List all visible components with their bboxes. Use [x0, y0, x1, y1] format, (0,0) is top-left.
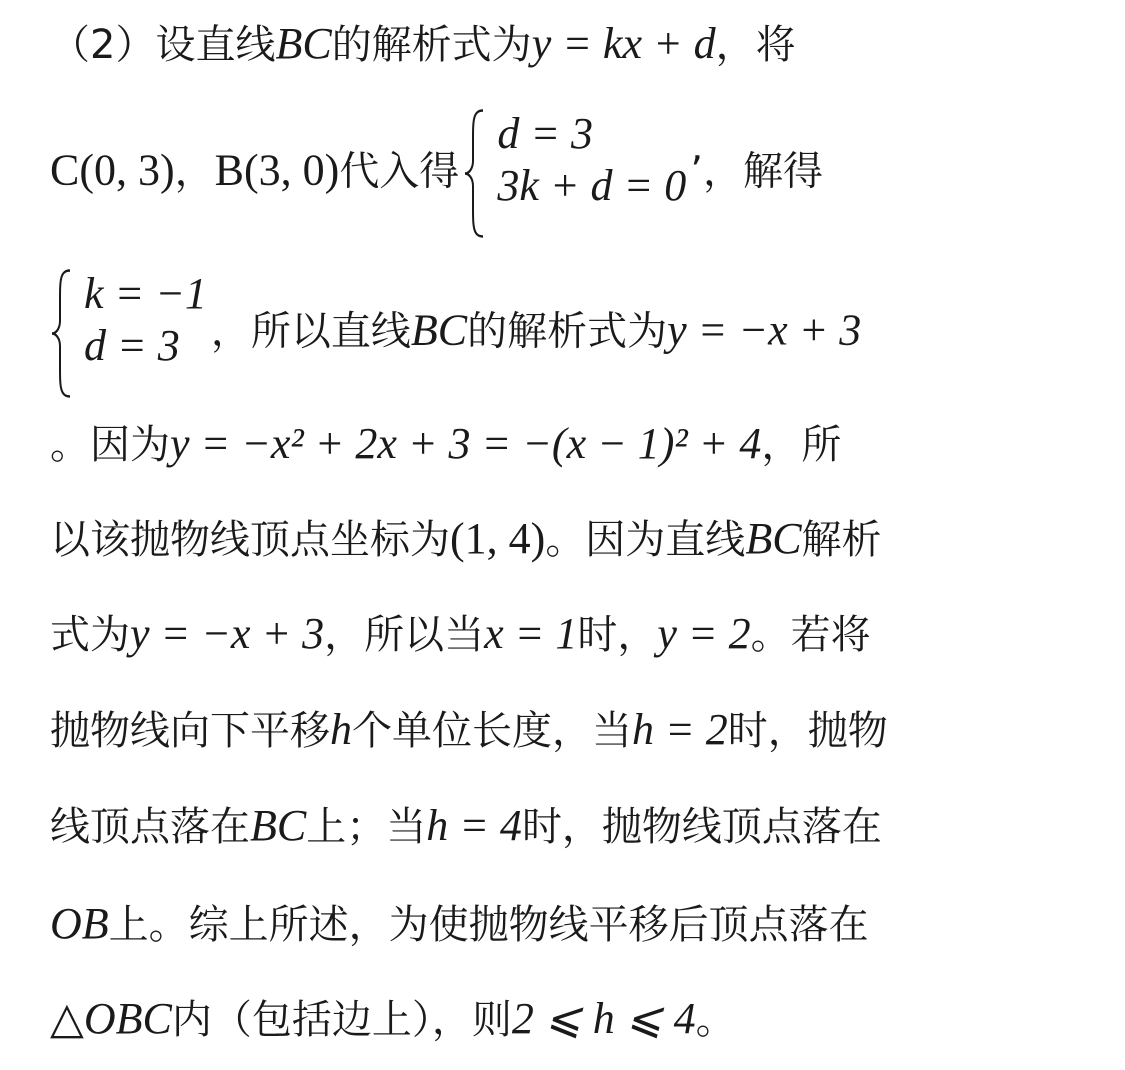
- text: ，所以直线: [210, 308, 411, 355]
- text: 的解析式为: [331, 22, 532, 68]
- math: △OBC: [50, 994, 172, 1043]
- text: 。因为直线: [545, 517, 746, 563]
- text: 内（包括边上），则: [171, 997, 512, 1043]
- text: 代入得: [339, 148, 460, 195]
- math: h: [330, 705, 352, 754]
- text: 抛物线向下平移: [50, 708, 330, 754]
- math: h = 4: [426, 801, 522, 850]
- text: ，将: [715, 22, 796, 68]
- left-brace-icon: [463, 108, 485, 239]
- left-brace-icon: [50, 268, 72, 399]
- text: 线顶点落在: [50, 804, 250, 850]
- math: 2 ⩽ h ⩽ 4: [511, 994, 696, 1043]
- text: 时，抛物线顶点落在: [521, 804, 882, 850]
- equation-row: d = 3: [84, 321, 180, 370]
- math: BC: [275, 19, 332, 68]
- text: 。若将: [750, 612, 871, 658]
- text: 解析: [801, 517, 882, 563]
- equation-row: k = −1: [84, 269, 207, 318]
- line-10: [50, 995, 736, 1044]
- line-4: [50, 420, 841, 469]
- text: 式为: [50, 612, 130, 658]
- math: x = 1: [484, 609, 578, 658]
- text: 个单位长度，当: [352, 708, 632, 754]
- text: 时，: [577, 612, 658, 658]
- line-8: [50, 802, 882, 851]
- text: 。: [695, 997, 736, 1043]
- text: 上。综上所述，为使抛物线平移后顶点落在: [108, 902, 869, 948]
- math: h = 2: [632, 705, 728, 754]
- line-2: [50, 108, 823, 239]
- math: y = −x + 3: [130, 609, 325, 658]
- text: 的解析式为: [467, 308, 668, 355]
- math: y = −x² + 2x + 3 = −(x − 1)² + 4: [170, 419, 762, 468]
- math: BC: [745, 514, 802, 563]
- line-3: [50, 268, 861, 399]
- text: ，所以当: [324, 612, 485, 658]
- equation-system: [50, 268, 207, 399]
- text: 。因为: [50, 422, 170, 468]
- math: B(3, 0): [214, 145, 340, 195]
- text: ，: [174, 148, 215, 195]
- line-9: [50, 900, 869, 949]
- math: C(0, 3): [50, 145, 175, 195]
- line-6: [50, 610, 871, 659]
- math: BC: [250, 801, 307, 850]
- math: (1, 4): [450, 514, 546, 563]
- math: BC: [410, 305, 468, 355]
- math: OB: [50, 899, 109, 948]
- line-7: [50, 706, 888, 755]
- line-5: [50, 515, 882, 564]
- text: ，所: [761, 422, 842, 468]
- text: 时，抛物: [727, 708, 888, 754]
- math: y = kx + d: [531, 19, 716, 68]
- equation-row: 3k + d = 0: [497, 161, 687, 210]
- math: y = 2: [657, 609, 751, 658]
- math: y = −x + 3: [667, 305, 862, 355]
- text: ’，解得: [690, 148, 823, 195]
- text: 以该抛物线顶点坐标为: [50, 517, 450, 563]
- text: 上；当: [306, 804, 427, 850]
- line-1: [50, 20, 796, 69]
- equation-system: [463, 108, 686, 239]
- text: （2）设直线: [50, 22, 276, 68]
- equation-row: d = 3: [497, 109, 594, 158]
